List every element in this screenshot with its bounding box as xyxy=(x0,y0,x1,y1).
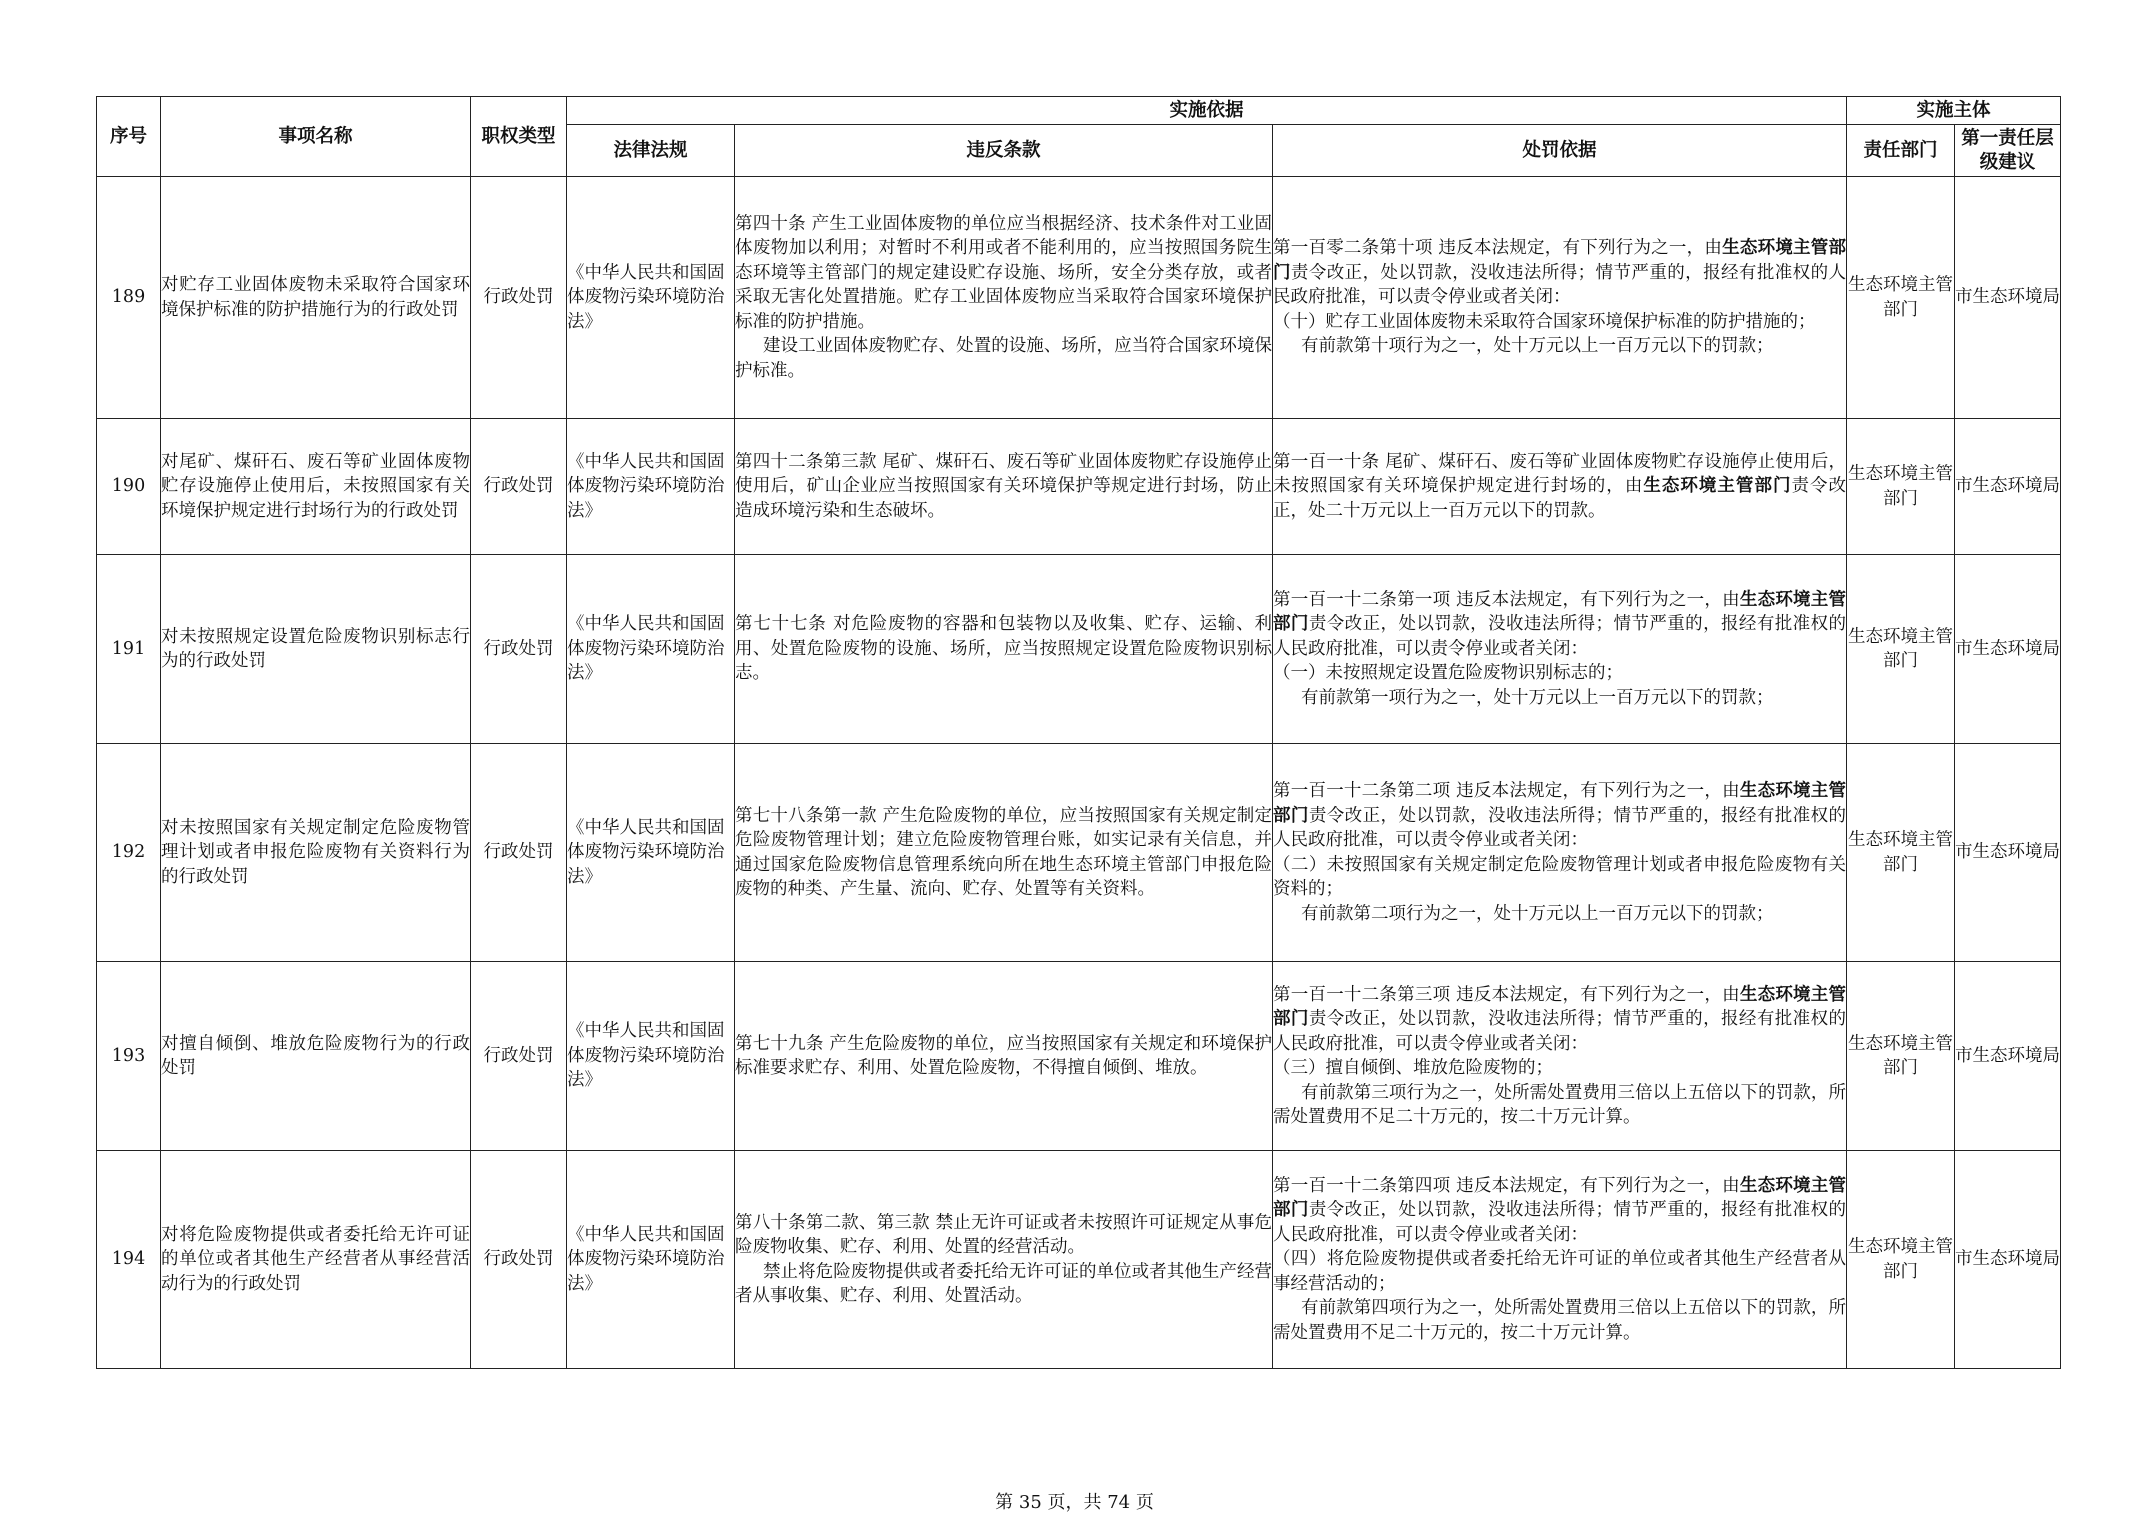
header-level: 第一责任层级建议 xyxy=(1955,125,2061,177)
row-type: 行政处罚 xyxy=(471,419,567,555)
row-law: 《中华人民共和国固体废物污染环境防治法》 xyxy=(567,177,735,419)
table-row xyxy=(97,177,2061,419)
row-level: 市生态环境局 xyxy=(1955,419,2061,555)
penalty-authority: 生态环境主管部门 xyxy=(1273,984,1847,1029)
penalty-authority: 生态环境主管部门 xyxy=(1273,781,1847,826)
row-type: 行政处罚 xyxy=(471,555,567,744)
row-penalty-basis xyxy=(1273,555,1847,744)
row-type: 行政处罚 xyxy=(471,744,567,962)
penalty-item: （二）未按照国家有关规定制定危险废物管理计划或者申报危险废物有关资料的； xyxy=(1273,854,1847,899)
row-penalty-basis xyxy=(1273,744,1847,962)
penalty-table xyxy=(96,96,2061,1369)
row-law: 《中华人民共和国固体废物污染环境防治法》 xyxy=(567,555,735,744)
row-violation-clause xyxy=(735,555,1273,744)
row-type: 行政处罚 xyxy=(471,177,567,419)
violation-paragraph: 第七十七条 对危险废物的容器和包装物以及收集、贮存、运输、利用、处置危险废物的设施、场所，应当按照规定设置危险废物识别标志。 xyxy=(735,614,1272,684)
row-law: 《中华人民共和国固体废物污染环境防治法》 xyxy=(567,419,735,555)
penalty-authority: 生态环境主管部门 xyxy=(1643,476,1792,497)
table-row xyxy=(97,555,2061,744)
row-dept: 生态环境主管部门 xyxy=(1847,744,1955,962)
header-violation: 违反条款 xyxy=(735,125,1273,177)
penalty-tail: 有前款第一项行为之一，处十万元以上一百万元以下的罚款； xyxy=(1301,687,1774,708)
header-subject: 实施主体 xyxy=(1847,97,2061,125)
row-violation-clause xyxy=(735,744,1273,962)
violation-paragraph: 禁止将危险废物提供或者委托给无许可证的单位或者其他生产经营者从事收集、贮存、利用、处置活动。 xyxy=(735,1261,1272,1306)
penalty-text: 第一百一十二条第三项 违反本法规定，有下列行为之一，由 xyxy=(1273,984,1740,1005)
row-type: 行政处罚 xyxy=(471,962,567,1151)
row-level: 市生态环境局 xyxy=(1955,555,2061,744)
row-dept: 生态环境主管部门 xyxy=(1847,555,1955,744)
page-footer: 第 35 页，共 74 页 xyxy=(995,1492,1154,1513)
penalty-text: 责令改正，处二十万元以上一百万元以下的罚款。 xyxy=(1273,476,1847,521)
row-penalty-basis xyxy=(1273,1151,1847,1369)
row-item-name: 对尾矿、煤矸石、废石等矿业固体废物贮存设施停止使用后，未按照国家有关环境保护规定进行封场行为的行政处罚 xyxy=(161,419,471,555)
header-type: 职权类型 xyxy=(471,97,567,177)
table-row xyxy=(97,744,2061,962)
row-law: 《中华人民共和国固体废物污染环境防治法》 xyxy=(567,1151,735,1369)
row-penalty-basis xyxy=(1273,962,1847,1151)
penalty-text: 第一百一十二条第四项 违反本法规定，有下列行为之一，由 xyxy=(1273,1175,1740,1196)
row-violation-clause xyxy=(735,177,1273,419)
header-dept: 责任部门 xyxy=(1847,125,1955,177)
penalty-main-paragraph xyxy=(1273,1174,1846,1248)
row-law: 《中华人民共和国固体废物污染环境防治法》 xyxy=(567,744,735,962)
violation-paragraph: 第七十八条第一款 产生危险废物的单位，应当按照国家有关规定制定危险废物管理计划；建立危险废物管理台账，如实记录有关信息，并通过国家危险废物信息管理系统向所在地生态环境主管部门申报危险废物的种类、产生量、流向、贮存、处置等有关资料。 xyxy=(735,805,1272,899)
table-body xyxy=(97,177,2061,1369)
row-seq: 190 xyxy=(97,419,161,555)
row-violation-clause xyxy=(735,1151,1273,1369)
row-dept: 生态环境主管部门 xyxy=(1847,419,1955,555)
penalty-authority: 生态环境主管部门 xyxy=(1273,1175,1847,1221)
penalty-text: 责令改正，处以罚款，没收违法所得；情节严重的，报经有批准权的人民政府批准，可以责令停业或者关闭： xyxy=(1273,1200,1847,1245)
row-dept: 生态环境主管部门 xyxy=(1847,177,1955,419)
penalty-text: 第一百一十条 尾矿、煤矸石、废石等矿业固体废物贮存设施停止使用后，未按照国家有关环境保护规定进行封场的，由 xyxy=(1273,451,1847,497)
row-level: 市生态环境局 xyxy=(1955,744,2061,962)
row-violation-clause xyxy=(735,962,1273,1151)
penalty-text: 责令改正，处以罚款，没收违法所得；情节严重的，报经有批准权的人民政府批准，可以责令停业或者关闭： xyxy=(1273,1009,1847,1054)
penalty-tail: 有前款第四项行为之一，处所需处置费用三倍以上五倍以下的罚款，所需处置费用不足二十万元的，按二十万元计算。 xyxy=(1273,1298,1847,1343)
penalty-text: 责令改正，处以罚款，没收违法所得；情节严重的，报经有批准权的人民政府批准，可以责令停业或者关闭： xyxy=(1273,805,1847,850)
row-penalty-basis xyxy=(1273,177,1847,419)
penalty-main-paragraph xyxy=(1273,450,1846,524)
penalty-main-paragraph xyxy=(1273,779,1846,853)
penalty-main-paragraph xyxy=(1273,236,1846,310)
row-seq: 194 xyxy=(97,1151,161,1369)
penalty-tail: 有前款第十项行为之一，处十万元以上一百万元以下的罚款； xyxy=(1301,336,1774,357)
penalty-authority: 生态环境主管部门 xyxy=(1273,589,1847,635)
row-violation-clause xyxy=(735,419,1273,555)
violation-paragraph: 第四十条 产生工业固体废物的单位应当根据经济、技术条件对工业固体废物加以利用；对暂时不利用或者不能利用的，应当按照国务院生态环境等主管部门的规定建设贮存设施、场所，安全分类存放，或者采取无害化处置措施。贮存工业固体废物应当采取符合国家环境保护标准的防护措施。 xyxy=(735,213,1272,332)
row-type: 行政处罚 xyxy=(471,1151,567,1369)
header-law: 法律法规 xyxy=(567,125,735,177)
penalty-text: 第一百一十二条第一项 违反本法规定，有下列行为之一，由 xyxy=(1273,589,1740,610)
penalty-item: （三）擅自倾倒、堆放危险废物的； xyxy=(1273,1058,1553,1078)
header-seq: 序号 xyxy=(97,97,161,177)
row-item-name: 对未按照规定设置危险废物识别标志行为的行政处罚 xyxy=(161,555,471,744)
violation-paragraph: 第四十二条第三款 尾矿、煤矸石、废石等矿业固体废物贮存设施停止使用后，矿山企业应当按照国家有关环境保护等规定进行封场，防止造成环境污染和生态破坏。 xyxy=(735,451,1272,521)
row-item-name: 对擅自倾倒、堆放危险废物行为的行政处罚 xyxy=(161,962,471,1151)
row-item-name: 对未按照国家有关规定制定危险废物管理计划或者申报危险废物有关资料行为的行政处罚 xyxy=(161,744,471,962)
row-dept: 生态环境主管部门 xyxy=(1847,962,1955,1151)
row-level: 市生态环境局 xyxy=(1955,1151,2061,1369)
table-row xyxy=(97,1151,2061,1369)
row-item-name: 对将危险废物提供或者委托给无许可证的单位或者其他生产经营者从事经营活动行为的行政处罚 xyxy=(161,1151,471,1369)
violation-paragraph: 第八十条第二款、第三款 禁止无许可证或者未按照许可证规定从事危险废物收集、贮存、利用、处置的经营活动。 xyxy=(735,1212,1272,1257)
table-row xyxy=(97,419,2061,555)
row-seq: 191 xyxy=(97,555,161,744)
row-penalty-basis xyxy=(1273,419,1847,555)
penalty-tail: 有前款第二项行为之一，处十万元以上一百万元以下的罚款； xyxy=(1301,903,1774,924)
header-name: 事项名称 xyxy=(161,97,471,177)
header-basis: 实施依据 xyxy=(567,97,1847,125)
header-penalty: 处罚依据 xyxy=(1273,125,1847,177)
row-law: 《中华人民共和国固体废物污染环境防治法》 xyxy=(567,962,735,1151)
penalty-item: （四）将危险废物提供或者委托给无许可证的单位或者其他生产经营者从事经营活动的； xyxy=(1273,1249,1847,1294)
penalty-tail: 有前款第三项行为之一，处所需处置费用三倍以上五倍以下的罚款，所需处置费用不足二十万元的，按二十万元计算。 xyxy=(1273,1082,1847,1127)
penalty-text: 第一百一十二条第二项 违反本法规定，有下列行为之一，由 xyxy=(1273,781,1740,801)
table-row xyxy=(97,962,2061,1151)
penalty-main-paragraph xyxy=(1273,588,1846,662)
violation-paragraph: 第七十九条 产生危险废物的单位，应当按照国家有关规定和环境保护标准要求贮存、利用、处置危险废物，不得擅自倾倒、堆放。 xyxy=(735,1033,1272,1078)
penalty-text: 责令改正，处以罚款，没收违法所得；情节严重的，报经有批准权的人民政府批准，可以责令停业或者关闭： xyxy=(1273,262,1847,308)
row-level: 市生态环境局 xyxy=(1955,962,2061,1151)
row-item-name: 对贮存工业固体废物未采取符合国家环境保护标准的防护措施行为的行政处罚 xyxy=(161,177,471,419)
row-seq: 189 xyxy=(97,177,161,419)
row-dept: 生态环境主管部门 xyxy=(1847,1151,1955,1369)
penalty-authority: 生态环境主管部门 xyxy=(1273,238,1847,283)
penalty-item: （十）贮存工业固体废物未采取符合国家环境保护标准的防护措施的； xyxy=(1273,311,1816,332)
row-seq: 192 xyxy=(97,744,161,962)
penalty-main-paragraph xyxy=(1273,983,1846,1057)
row-seq: 193 xyxy=(97,962,161,1151)
penalty-text: 责令改正，处以罚款，没收违法所得；情节严重的，报经有批准权的人民政府批准，可以责令停业或者关闭： xyxy=(1273,614,1847,659)
penalty-text: 第一百零二条第十项 违反本法规定，有下列行为之一，由 xyxy=(1273,238,1723,259)
violation-paragraph: 建设工业固体废物贮存、处置的设施、场所，应当符合国家环境保护标准。 xyxy=(735,336,1272,381)
penalty-item: （一）未按照规定设置危险废物识别标志的； xyxy=(1273,663,1623,684)
row-level: 市生态环境局 xyxy=(1955,177,2061,419)
